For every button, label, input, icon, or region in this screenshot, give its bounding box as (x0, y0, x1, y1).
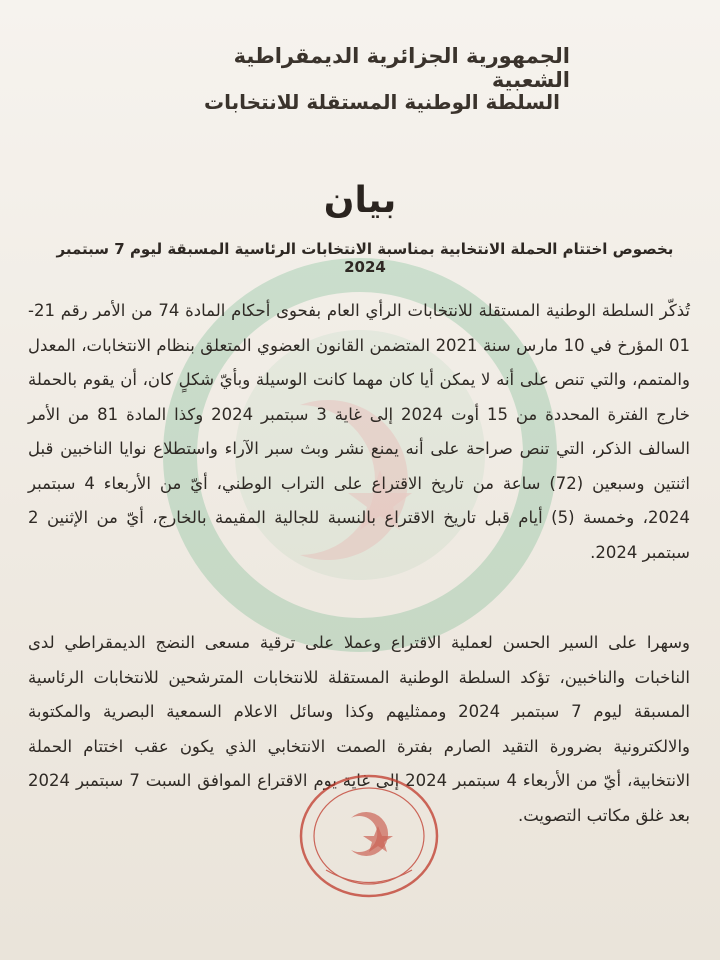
paragraph-1: تُذكّر السلطة الوطنية المستقلة للانتخابات الرأي العام بفحوى أحكام المادة 74 من الأمر رقم 21-01 المؤرخ في 10 مارس سنة 2021 المتضمن القانون العضوي المتعلق بنظام الانتخابات، المعدل والمتمم، والتي تنص على أنه لا يمكن أيا كان مهما كانت الوسيلة وبأيّ شكلٍ كان، أن يقوم بالحملة خارج الفترة المحددة من 15 أوت 2024 إلى غاية 3 سبتمبر 2024 وكذا المادة 81 من الأمر السالف الذكر، التي تنص صراحة على أنه يمنع نشر وبث سبر الآراء واستطلاع نوايا الناخبين قبل اثنتين وسبعين (72) ساعة من تاريخ الاقتراع على التراب الوطني، أيّ من الأربعاء 4 سبتمبر 2024، وخمسة (5) أيام قبل تاريخ الاقتراع بالنسبة للجالية المقيمة بالخارج، أيّ من الإثنين 2 سبتمبر 2024. (28, 301, 690, 562)
official-stamp-icon (296, 770, 442, 902)
header-authority-name: السلطة الوطنية المستقلة للانتخابات (204, 90, 560, 114)
page-title: بيان (323, 180, 397, 221)
page-subtitle: بخصوص اختتام الحملة الانتخابية بمناسبة الانتخابات الرئاسية المسبقة ليوم 7 سبتمبر 2024 (56, 240, 674, 276)
paragraph-2: وسهرا على السير الحسن لعملية الاقتراع وعملا على ترقية مسعى النضج الديمقراطي لدى الناخبات والناخبين، تؤكد السلطة الوطنية المستقلة للانتخابات المترشحين للانتخابات الرئاسية المسبقة ليوم 7 سبتمبر 2024 وممثليهم وكذا وسائل الاعلام السمعية البصرية والمكتوبة والالكترونية بضرورة التقيد الصارم بفترة الصمت الانتخابي الذي يكون عقب اختتام الحملة الانتخابية، أيّ من الأربعاء 4 سبتمبر 2024 إلى غاية يوم الاقتراع الموافق السبت 7 سبتمبر 2024 بعد غلق مكاتب التصويت. (28, 633, 690, 825)
header-country-name: الجمهورية الجزائرية الديمقراطية الشعبية (233, 44, 570, 92)
